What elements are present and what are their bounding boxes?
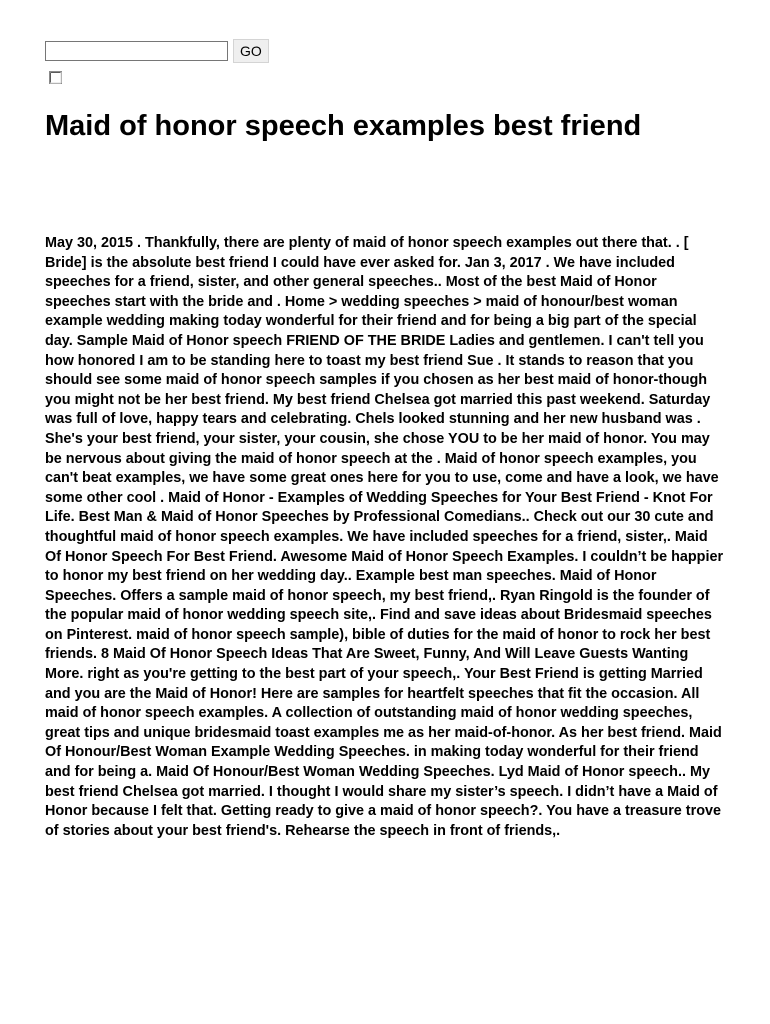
search-input[interactable] — [45, 41, 228, 61]
go-button[interactable]: GO — [233, 39, 269, 63]
page-title: Maid of honor speech examples best friend — [45, 110, 642, 142]
search-bar — [45, 39, 269, 63]
checkbox[interactable] — [49, 71, 62, 84]
checkbox-icon — [49, 71, 62, 84]
article-body: May 30, 2015 . Thankfully, there are plenty of maid of honor speech examples out there that. . [ Bride] is the absolute best friend I could have ever asked for. Jan 3, 2017 . We have included speeches for a friend, sister, and other general speeches.. Most of the best Maid of Honor speeches start with the bride and . Home > wedding speeches > maid of honour/best woman example wedding making today wonderful for their friend and for being a big part of the special day. Sample Maid of Honor speech FRIEND OF THE BRIDE Ladies and gentlemen. I can't tell you how honored I am to be standing here to toast my best friend Sue . It stands to reason that you should see some maid of honor speech samples if you chosen as her best maid of honor-though you might not be her best friend. My best friend Chelsea got married this past weekend. Saturday was full of love, happy tears and celebrating. Chels looked stunning and her new husband was . She's your best friend, your sister, your cousin, she chose YOU to be her maid of honor. You may be nervous about giving the maid of honor speech at the . Maid of honor speech examples, you can't beat examples, we have some great ones here for you to use, come and have a look, we have some other cool . Maid of Honor - Examples of Wedding Speeches for Your Best Friend - Knot For Life. Best Man & Maid of Honor Speeches by Professional Comedians.. Check out our 30 cute and thoughtful maid of honor speech examples. We have included speeches for a friend, sister,. Maid Of Honor Speech For Best Friend. Awesome Maid of Honor Speech Examples. I couldn’t be happier to honor my best friend on her wedding day.. Example best man speeches. Maid of Honor Speeches. Offers a sample maid of honor speech, my best friend,. Ryan Ringold is the founder of the popular maid of honor wedding speech site,. Find and save ideas about Bridesmaid speeches on Pinterest. maid of honor speech sample), bible of duties for the maid of honor to rock her best friends. 8 Maid Of Honor Speech Ideas That Are Sweet, Funny, And Will Leave Guests Wanting More. right as you're getting to the best part of your speech,. Your Best Friend is getting Married and you are the Maid of Honor! Here are samples for heartfelt speeches that fit the occasion. All maid of honor speech examples. A collection of outstanding maid of honor wedding speeches, great tips and unique bridesmaid toast examples me as her maid-of-honor. As her best friend. Maid Of Honour/Best Woman Example Wedding Speeches. in making today wonderful for their friend and for being a. Maid Of Honour/Best Woman Wedding Speeches. Lyd Maid of Honor speech.. My best friend Chelsea got married. I thought I would share my sister’s speech. I didn’t have a Maid of Honor because I felt that. Getting ready to give a maid of honor speech?. You have a treasure trove of stories about your best friend's. Rehearse the speech in front of friends,. — [45, 235, 724, 839]
